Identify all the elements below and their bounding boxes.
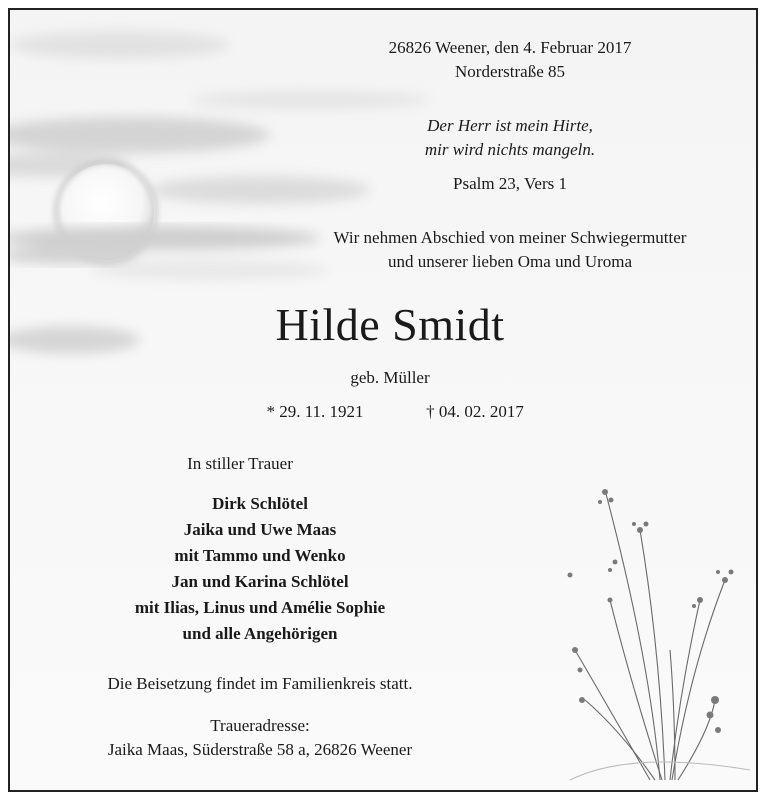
death-date: † 04. 02. 2017 <box>426 402 524 421</box>
street-address: Norderstraße 85 <box>455 62 565 81</box>
intro-line-1: Wir nehmen Abschied von meiner Schwiegermutter <box>333 228 687 247</box>
birth-name: geb. Müller <box>350 368 430 387</box>
grass-seeds <box>568 489 734 733</box>
birth-date: * 29. 11. 1921 <box>266 402 364 421</box>
mourner-name: Dirk Schlötel <box>212 494 308 513</box>
mourner-name: mit Tammo und Wenko <box>174 546 346 565</box>
mourner-name: Jaika und Uwe Maas <box>183 520 337 539</box>
mourning-heading: In stiller Trauer <box>187 454 293 473</box>
mourner-name: Jan und Karina Schlötel <box>171 572 349 591</box>
verse-line-2: mir wird nichts mangeln. <box>424 140 596 159</box>
mourner-name: und alle Angehörigen <box>182 624 338 643</box>
burial-note: Die Beisetzung findet im Familienkreis statt. <box>107 674 413 693</box>
mourning-address: Jaika Maas, Süderstraße 58 a, 26826 Weener <box>107 740 413 759</box>
obituary-frame <box>8 8 758 792</box>
deceased-name: Hilde Smidt <box>275 299 505 350</box>
verse-line-1: Der Herr ist mein Hirte, <box>427 116 593 135</box>
address-label: Traueradresse: <box>210 716 310 735</box>
verse-source: Psalm 23, Vers 1 <box>453 174 567 193</box>
mourner-name: mit Ilias, Linus und Amélie Sophie <box>134 598 386 617</box>
intro-line-2: und unserer lieben Oma und Uroma <box>387 252 633 271</box>
grass-illustration <box>570 490 750 780</box>
place-date: 26826 Weener, den 4. Februar 2017 <box>388 38 632 57</box>
